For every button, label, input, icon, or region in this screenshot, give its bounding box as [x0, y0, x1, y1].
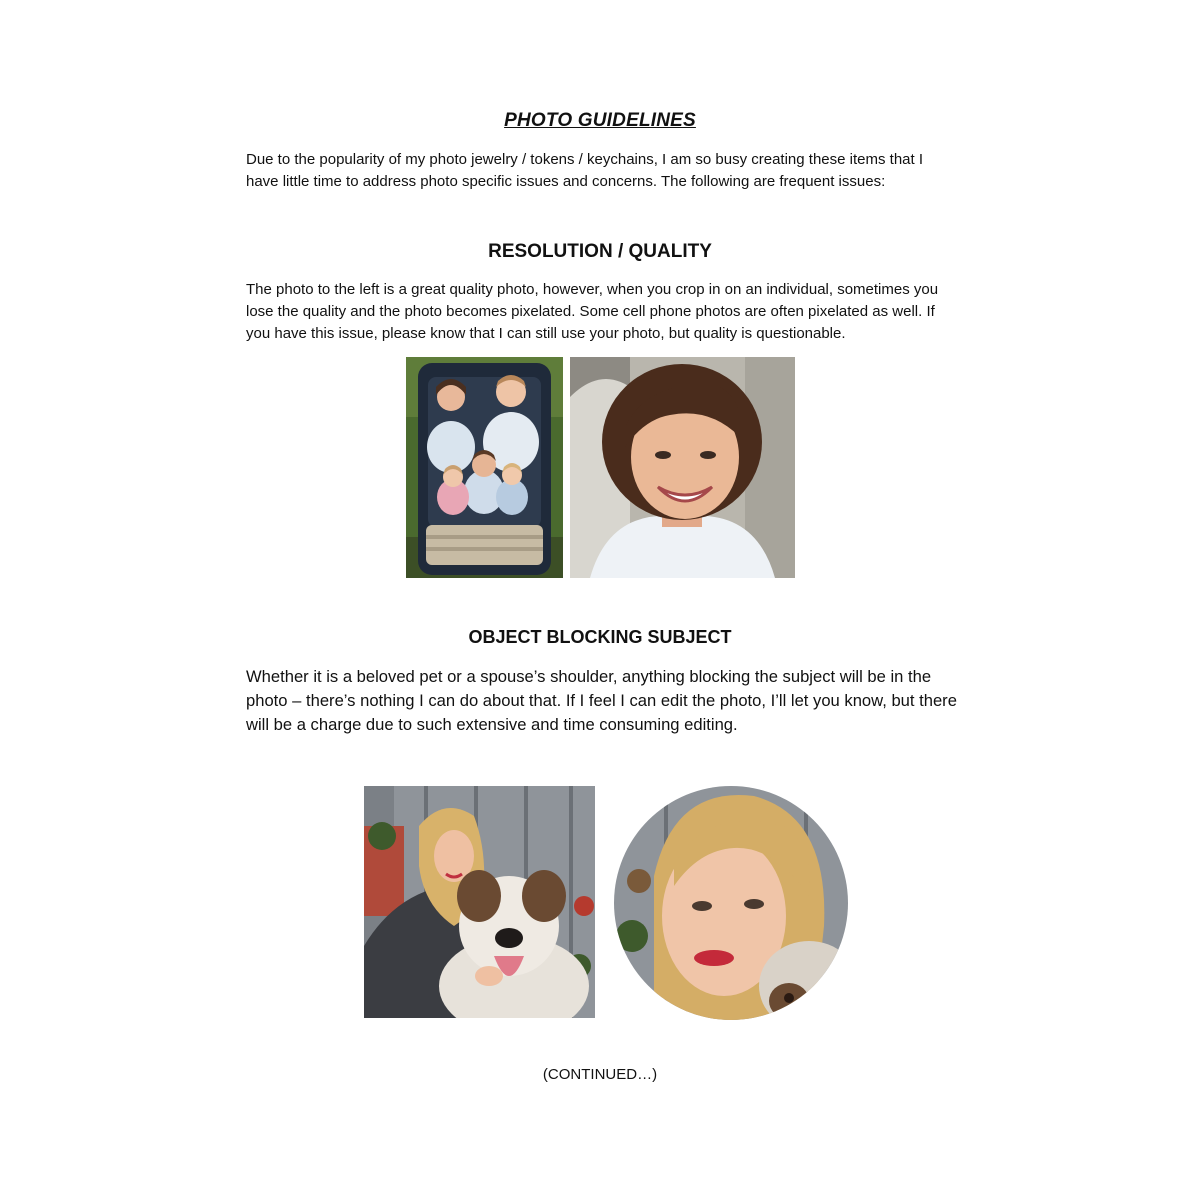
section-body-object-blocking: Whether it is a beloved pet or a spouse’s shoulder, anything blocking the subject will be in the photo – there’s nothing I can do about that. If I feel I can edit the photo, I’ll let you know, but there will be a charge due to such extensive and time consuming editing. — [246, 667, 957, 734]
cropped-woman-face-photo — [570, 357, 795, 578]
woman-with-dog-photo — [364, 786, 595, 1018]
section-heading-object-blocking: OBJECT BLOCKING SUBJECT — [468, 627, 732, 647]
intro-paragraph: Due to the popularity of my photo jewelry / tokens / keychains, I am so busy creating these items that I have little time to address photo specific issues and concerns. The following are frequent issues: — [246, 151, 923, 190]
circular-cropped-woman-photo — [614, 786, 848, 1020]
section-body-resolution: The photo to the left is a great quality photo, however, when you crop in on an individual, sometimes you lose the quality and the photo becomes pixelated. Some cell phone photos are often pixelated as well. If you have this issue, please know that I can still use your photo, but quality is questionable. — [246, 281, 939, 342]
section-heading-resolution: RESOLUTION / QUALITY — [488, 241, 712, 262]
document-title: PHOTO GUIDELINES — [504, 110, 696, 131]
continued-footer: (CONTINUED…) — [542, 1066, 658, 1083]
family-in-convertible-photo — [406, 357, 563, 578]
